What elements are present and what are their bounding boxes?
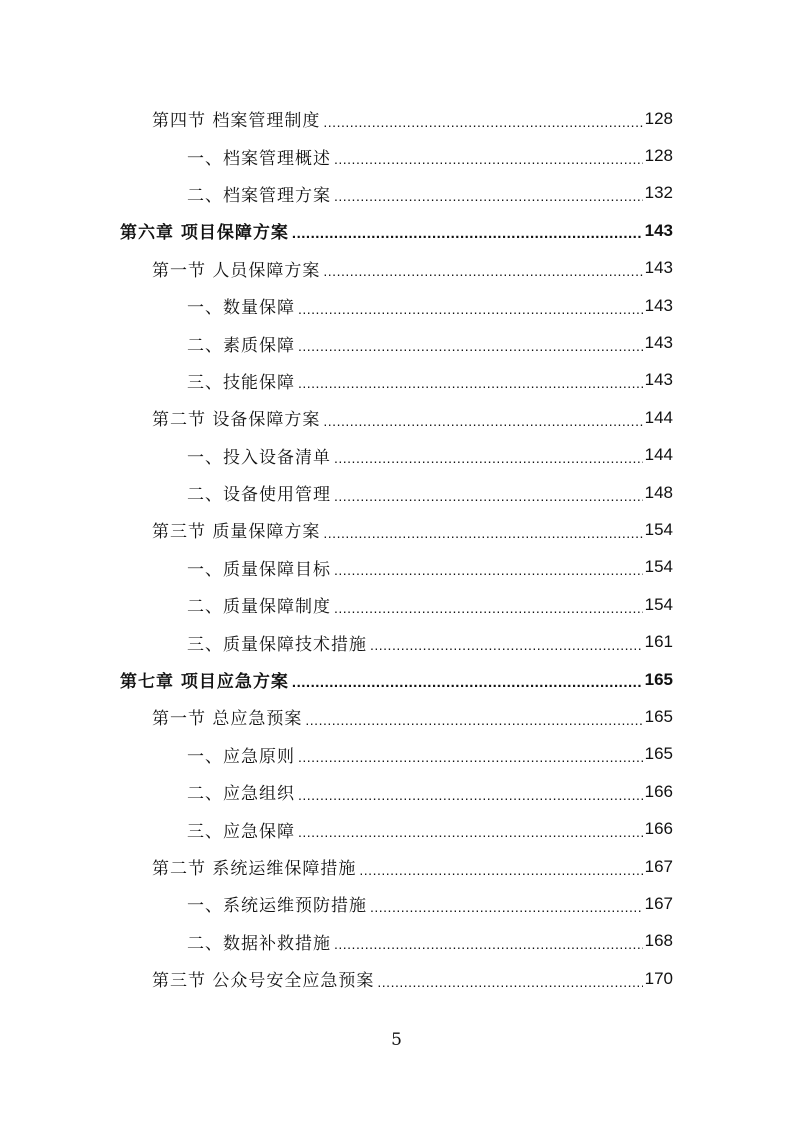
toc-page-number: 144 [644,445,673,465]
toc-item-row[interactable] [187,137,673,174]
toc-page-number: 154 [644,557,673,577]
toc-item-row[interactable] [187,437,673,474]
toc-entry-title: 二、设备使用管理 [187,485,331,506]
toc-dot-leader [292,226,643,241]
toc-entry-title: 第一节 人员保障方案 [152,260,321,281]
toc-dot-leader [298,825,643,839]
toc-dot-leader [323,115,642,129]
toc-entry-title: 第一节 总应急预案 [152,709,303,730]
toc-page-number: 132 [644,183,673,203]
toc-dot-leader [334,451,643,465]
toc-page-number: 128 [644,108,673,128]
toc-dot-leader [334,563,643,577]
toc-page-number: 143 [644,370,673,390]
toc-entry-title: 第三节 质量保障方案 [152,522,321,543]
toc-item-row[interactable] [187,474,673,511]
toc-chapter-row[interactable] [120,661,673,698]
toc-entry-title: 第二节 系统运维保障措施 [152,859,357,879]
toc-item-row[interactable] [187,885,673,922]
toc-entry-title: 第四节 档案管理制度 [152,111,321,132]
toc-entry-title: 三、质量保障技术措施 [187,634,367,655]
toc-page-number: 165 [644,669,673,689]
toc-item-row[interactable] [187,549,673,586]
toc-section-row[interactable] [152,848,673,885]
toc-entry-title: 一、系统运维预防措施 [187,896,367,917]
toc-dot-leader [298,339,643,353]
toc-page-number: 165 [644,706,673,726]
toc-chapter-row[interactable] [120,212,673,249]
toc-entry-title: 二、档案管理方案 [187,185,331,206]
page-number: 5 [391,1030,402,1050]
toc-page-number: 128 [644,146,673,166]
toc-item-row[interactable] [187,362,673,399]
toc-section-row[interactable] [152,100,673,137]
toc-item-row[interactable] [187,175,673,212]
toc-page-number: 148 [644,482,673,502]
toc-dot-leader [305,713,642,727]
toc-section-row[interactable] [152,960,673,997]
toc-item-row[interactable] [187,324,673,361]
toc-dot-leader [298,302,643,316]
toc-dot-leader [370,638,643,652]
toc-item-row[interactable] [187,810,673,847]
toc-entry-title: 一、投入设备清单 [187,447,331,468]
table-of-contents [0,100,793,997]
toc-dot-leader [334,937,643,951]
toc-item-row[interactable] [187,923,673,960]
toc-dot-leader [377,975,642,989]
toc-dot-leader [298,788,643,802]
toc-page-number: 154 [644,594,673,614]
toc-dot-leader [323,264,642,278]
toc-entry-title: 第三节 公众号安全应急预案 [152,971,375,992]
toc-item-row[interactable] [187,736,673,773]
toc-page-number: 143 [644,333,673,353]
toc-dot-leader [334,601,643,615]
toc-entry-title: 第六章 项目保障方案 [120,223,289,244]
toc-item-row[interactable] [187,773,673,810]
toc-dot-leader [292,675,643,690]
toc-section-row[interactable] [152,250,673,287]
toc-entry-title: 第二节 设备保障方案 [152,410,321,431]
toc-page-number: 167 [644,893,673,913]
toc-page-number: 166 [644,781,673,801]
toc-page-number: 166 [644,819,673,839]
toc-page-number: 143 [644,295,673,315]
toc-page-number: 144 [644,407,673,427]
toc-entry-title: 一、质量保障目标 [187,559,331,580]
toc-page-number: 168 [644,931,673,951]
toc-entry-title: 二、质量保障制度 [187,597,331,618]
toc-dot-leader [334,489,643,503]
toc-dot-leader [359,863,642,877]
toc-dot-leader [323,526,642,540]
toc-entry-title: 一、档案管理概述 [187,148,331,169]
toc-entry-title: 一、应急原则 [187,746,295,767]
toc-entry-title: 二、数据补救措施 [187,933,331,954]
toc-entry-title: 一、数量保障 [187,298,295,319]
toc-item-row[interactable] [187,287,673,324]
toc-dot-leader [298,750,643,764]
toc-section-row[interactable] [152,399,673,436]
toc-dot-leader [334,152,643,166]
toc-item-row[interactable] [187,623,673,660]
toc-dot-leader [370,900,643,914]
toc-page-number: 143 [644,258,673,278]
toc-entry-title: 第七章 项目应急方案 [120,672,289,693]
toc-dot-leader [298,376,643,390]
toc-section-row[interactable] [152,698,673,735]
toc-section-row[interactable] [152,511,673,548]
toc-page-number: 154 [644,519,673,539]
toc-page-number: 143 [644,220,673,240]
toc-entry-title: 二、应急组织 [187,784,295,805]
toc-page-number: 165 [644,744,673,764]
toc-dot-leader [334,189,643,203]
toc-page-number: 167 [644,856,673,876]
toc-page-number: 161 [644,632,673,652]
toc-item-row[interactable] [187,586,673,623]
toc-dot-leader [323,414,642,428]
toc-entry-title: 三、技能保障 [187,372,295,393]
toc-entry-title: 二、素质保障 [187,335,295,356]
toc-entry-title: 三、应急保障 [187,821,295,842]
toc-page-number: 170 [644,968,673,988]
